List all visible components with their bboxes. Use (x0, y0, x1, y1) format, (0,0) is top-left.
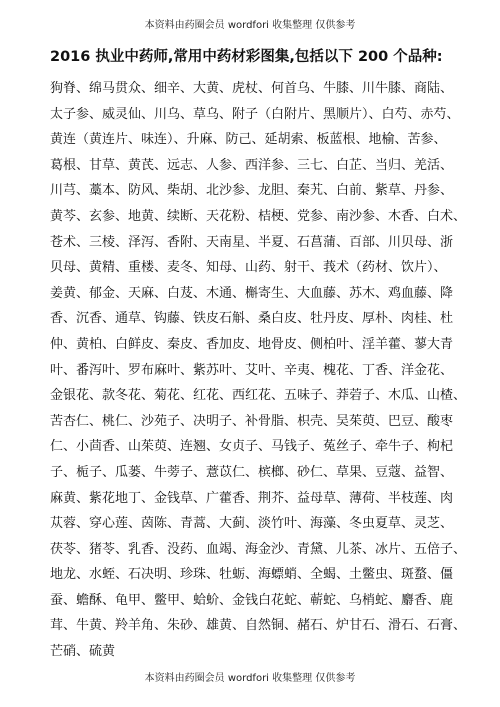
herb-list-line: 苦杏仁、桃仁、沙苑子、决明子、补骨脂、枳壳、吴茱萸、巴豆、酸枣 (50, 413, 454, 429)
document-content (50, 46, 467, 665)
header-note: 本资料由药圈会员 wordfori 收集整理 仅供参考 (144, 20, 356, 31)
herb-list-line: 麻黄、紫花地丁、金钱草、广藿香、荆芥、益母草、薄荷、半枝莲、肉 (50, 490, 454, 506)
herb-list (50, 76, 467, 665)
herb-list-line: 川芎、藁本、防风、柴胡、北沙参、龙胆、秦艽、白前、紫草、丹参、 (50, 183, 454, 199)
herb-list-line: 蚕、蟾酥、龟甲、鳖甲、蛤蚧、金钱白花蛇、蕲蛇、乌梢蛇、麝香、鹿 (50, 592, 454, 608)
herb-list-line: 仲、黄柏、白鲜皮、秦皮、香加皮、地骨皮、侧柏叶、淫羊藿、蓼大青 (50, 336, 454, 352)
herb-list-line: 茸、牛黄、羚羊角、朱砂、雄黄、自然铜、赭石、炉甘石、滑石、石膏、 (50, 618, 467, 634)
herb-list-line: 香、沉香、通草、钩藤、铁皮石斛、桑白皮、牡丹皮、厚朴、肉桂、杜 (50, 311, 454, 327)
herb-list-line: 仁、小茴香、山茱萸、连翘、女贞子、马钱子、菟丝子、牵牛子、枸杞 (50, 439, 454, 455)
herb-list-line: 黄芩、玄参、地黄、续断、天花粉、桔梗、党参、南沙参、木香、白术、 (50, 208, 467, 224)
herb-list-line: 地龙、水蛭、石决明、珍珠、牡蛎、海螵蛸、全蝎、土鳖虫、斑蝥、僵 (50, 567, 454, 583)
document-title: 2016 执业中药师,常用中药材彩图集,包括以下 200 个品种: (50, 49, 443, 65)
herb-list-line: 子、栀子、瓜蒌、牛蒡子、薏苡仁、槟榔、砂仁、草果、豆蔻、益智、 (50, 464, 454, 480)
herb-list-line: 姜黄、郁金、天麻、白芨、木通、槲寄生、大血藤、苏木、鸡血藤、降 (50, 285, 454, 301)
herb-list-line: 苍术、三棱、泽泻、香附、天南星、半夏、石菖蒲、百部、川贝母、浙 (50, 234, 454, 250)
herb-list-line: 贝母、黄精、重楼、麦冬、知母、山药、射干、莪术（药材、饮片）、 (50, 260, 447, 276)
herb-list-line: 葛根、甘草、黄芪、远志、人参、西洋参、三七、白芷、当归、羌活、 (50, 157, 454, 173)
herb-list-line: 芒硝、硫黄 (50, 644, 116, 660)
herb-list-line: 金银花、款冬花、菊花、红花、西红花、五味子、莽菪子、木瓜、山楂、 (50, 388, 467, 404)
herb-list-line: 太子参、威灵仙、川乌、草乌、附子（白附片、黑顺片）、白芍、赤芍、 (50, 106, 460, 122)
footer-note: 本资料由药圈会员 wordfori 收集整理 仅供参考 (144, 673, 356, 684)
herb-list-line: 狗脊、绵马贯众、细辛、大黄、虎杖、何首乌、牛膝、川牛膝、商陆、 (50, 81, 454, 96)
herb-list-line: 茯苓、猪苓、乳香、没药、血竭、海金沙、青黛、儿茶、冰片、五倍子、 (50, 541, 467, 557)
herb-list-line: 黄连（黄连片、味连）、升麻、防己、延胡索、板蓝根、地榆、苦参、 (50, 132, 447, 148)
herb-list-line: 叶、番泻叶、罗布麻叶、紫苏叶、艾叶、辛夷、槐花、丁香、洋金花、 (50, 362, 454, 378)
herb-list-line: 苁蓉、穿心莲、茵陈、青蒿、大蓟、淡竹叶、海藻、冬虫夏草、灵芝、 (50, 516, 454, 532)
